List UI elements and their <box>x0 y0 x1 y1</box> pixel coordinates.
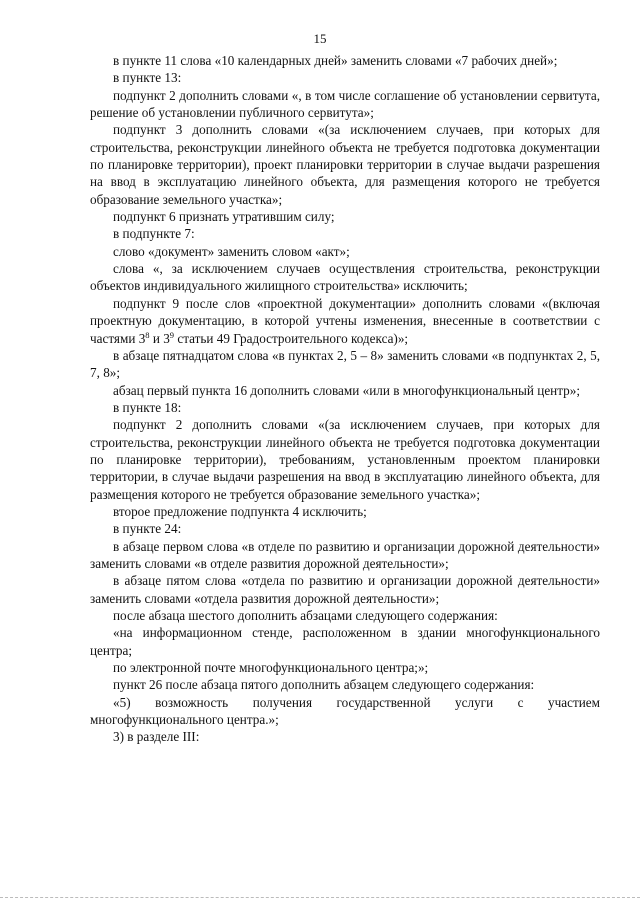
paragraph-9-lead: подпункт 9 после слов «проектной документации» дополнить словами «(включая проектную документацию, в которой учтены изменения, внесенные в соответствии с частями 3 <box>90 295 600 346</box>
superscript-9: 9 <box>169 329 175 340</box>
paragraph-10: в абзаце пятнадцатом слова «в пунктах 2, 5 – 8» заменить словами «в подпунктах 2, 5, 7, 8»; <box>90 347 600 381</box>
paragraph-9-mid: и 3 <box>149 330 170 346</box>
paragraph-9-tail: статьи 49 Градостроительного кодекса)»; <box>174 330 409 346</box>
superscript-8: 8 <box>145 329 150 340</box>
paragraph-15: в пункте 24: <box>113 521 182 537</box>
paragraph-2: в пункте 13: <box>113 70 182 86</box>
paragraph-4: подпункт 3 дополнить словами «(за исключением случаев, при которых для строительства, реконструкции линейного объекта не требуется подготовка документации по планировке территории), проект планировки территории в случае выдачи разрешения на ввод в эксплуатацию линейного объекта, для размещения которого не требуется образование земельного участка»; <box>90 122 600 207</box>
paragraph-5: подпункт 6 признать утратившим силу; <box>113 209 335 225</box>
paragraph-8: слова «, за исключением случаев осуществления строительства, реконструкции объектов индивидуального жилищного строительства» исключить; <box>90 261 600 294</box>
paragraph-22: «5) возможность получения государственной услуги с участием многофункционального центра.»; <box>90 694 600 728</box>
paragraph-18: после абзаца шестого дополнить абзацами следующего содержания: <box>113 608 498 623</box>
scan-edge-line <box>0 897 640 898</box>
paragraph-21: пункт 26 после абзаца пятого дополнить абзацем следующего содержания: <box>113 677 535 693</box>
paragraph-13: подпункт 2 дополнить словами «(за исключением случаев, при которых для строительства, реконструкции линейного объекта не требуется подготовка документации по планировке территории), требованиям, установленным проектом планировки территории, в случае выдачи разрешения на ввод в эксплуатацию линейного объекта, для размещения которого не требуется образование земельного участка»; <box>90 417 600 502</box>
paragraph-17: в абзаце пятом слова «отдела по развитию и организации дорожной деятельности» заменить словами «отдела развития дорожной деятельности»; <box>90 573 600 606</box>
paragraph-9 <box>90 295 600 347</box>
paragraph-16: в абзаце первом слова «в отделе по развитию и организации дорожной деятельности» заменить словами «в отделе развития дорожной деятельности»; <box>90 538 600 571</box>
paragraph-12: в пункте 18: <box>113 399 182 415</box>
document-body <box>90 52 600 746</box>
paragraph-14: второе предложение подпункта 4 исключить; <box>113 503 367 519</box>
paragraph-23: 3) в разделе III: <box>113 729 200 745</box>
paragraph-20: по электронной почте многофункционального центра;»; <box>113 660 429 676</box>
paragraph-3: подпункт 2 дополнить словами «, в том числе соглашение об установлении сервитута, решение об установлении публичного сервитута»; <box>90 87 600 121</box>
page-number: 15 <box>313 31 327 46</box>
paragraph-19: «на информационном стенде, расположенном в здании многофункционального центра; <box>90 625 600 658</box>
paragraph-7: слово «документ» заменить словом «акт»; <box>113 243 350 259</box>
paragraph-1: в пункте 11 слова «10 календарных дней» заменить словами «7 рабочих дней»; <box>113 53 558 68</box>
paragraph-11: абзац первый пункта 16 дополнить словами «или в многофункциональный центр»; <box>113 382 581 398</box>
paragraph-6: в подпункте 7: <box>113 226 195 242</box>
